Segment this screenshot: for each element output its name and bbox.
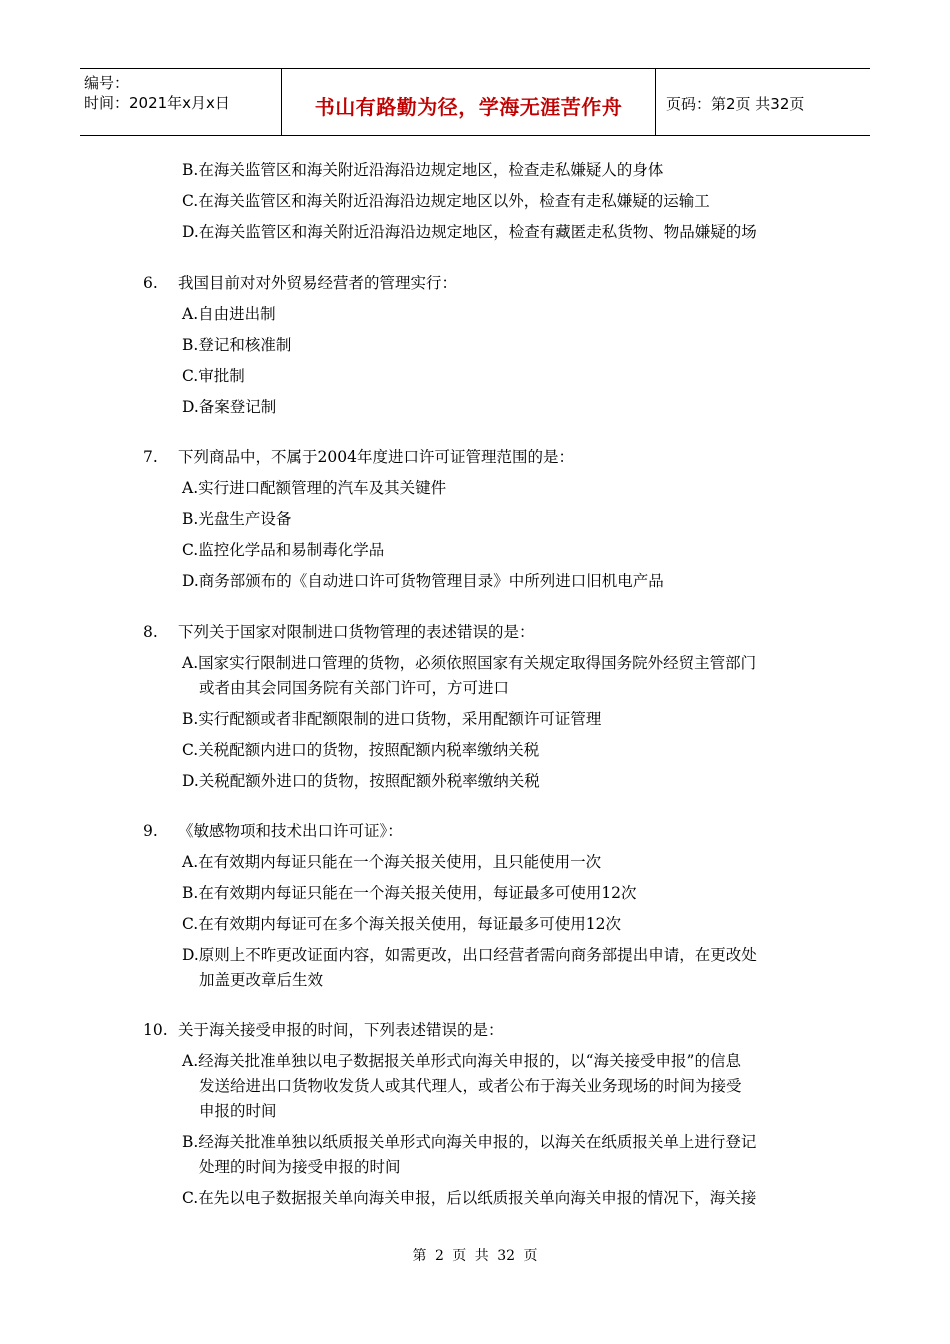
option-continuation: 加盖更改章后生效 [199,971,324,989]
option-line: C.在海关监管区和海关附近沿海沿边规定地区以外，检查有走私嫌疑的运输工 [182,192,710,210]
question-text: 我国目前对对外贸易经营者的管理实行： [178,274,458,292]
question-text: 关于海关接受申报的时间，下列表述错误的是： [178,1021,504,1039]
option-line: B.在海关监管区和海关附近沿海沿边规定地区，检查走私嫌疑人的身体 [182,161,664,179]
question-text: 下列商品中，不属于2004年度进口许可证管理范围的是： [178,448,574,466]
option-line: B.在有效期内每证只能在一个海关报关使用，每证最多可使用12次 [182,884,637,902]
option-line: B.实行配额或者非配额限制的进口货物，采用配额许可证管理 [182,710,602,728]
document-number-label: 编号： [84,74,130,92]
option-line: C.审批制 [182,367,245,385]
option-line: B.光盘生产设备 [182,510,292,528]
option-line: A.自由进出制 [182,305,276,323]
option-continuation: 发送给进出口货物收发货人或其代理人，或者公布于海关业务现场的时间为接受 [199,1077,742,1095]
option-continuation: 处理的时间为接受申报的时间 [199,1158,401,1176]
header-right-cell [656,69,870,135]
question-number: 9. [143,822,158,840]
option-continuation: 申报的时间 [199,1102,277,1120]
option-line [182,943,822,993]
option-line: C.关税配额内进口的货物，按照配额内税率缴纳关税 [182,741,540,759]
question-number: 6. [143,274,158,292]
question-number: 8. [143,623,158,641]
option-line: B.登记和核准制 [182,336,292,354]
option-line: A.在有效期内每证只能在一个海关报关使用，且只能使用一次 [182,853,602,871]
option-line: D.关税配额外进口的货物，按照配额外税率缴纳关税 [182,772,540,790]
question-text: 下列关于国家对限制进口货物管理的表述错误的是： [178,623,535,641]
page-header [80,68,870,136]
option-continuation: 或者由其会同国务院有关部门许可，方可进口 [199,679,510,697]
option-line [182,651,822,701]
option-text: A.经海关批准单独以电子数据报关单形式向海关申报的，以“海关接受申报”的信息 [182,1052,741,1070]
header-motto: 书山有路勤为径，学海无涯苦作舟 [314,95,623,119]
question-number: 7. [143,448,158,466]
header-middle-cell [282,69,656,135]
option-line: A.实行进口配额管理的汽车及其关键件 [182,479,447,497]
header-page-info: 页码：第2页 共32页 [666,95,805,113]
option-line [182,1130,822,1180]
option-text: A.国家实行限制进口管理的货物，必须依照国家有关规定取得国务院外经贸主管部门 [182,654,757,672]
option-line [182,1049,822,1124]
page-footer: 第 2 页 共 32 页 [412,1248,538,1264]
question-text: 《敏感物项和技术出口许可证》： [178,822,403,840]
option-line: D.备案登记制 [182,398,277,416]
document-time-label: 时间：2021年x月x日 [84,94,230,112]
option-line: C.在先以电子数据报关单向海关申报，后以纸质报关单向海关申报的情况下，海关接 [182,1189,757,1207]
option-line: C.监控化学品和易制毒化学品 [182,541,385,559]
header-left-cell [80,69,282,135]
option-line: D.商务部颁布的《自动进口许可货物管理目录》中所列进口旧机电产品 [182,572,664,590]
option-line: D.在海关监管区和海关附近沿海沿边规定地区，检查有藏匿走私货物、物品嫌疑的场 [182,223,757,241]
option-text: B.经海关批准单独以纸质报关单形式向海关申报的，以海关在纸质报关单上进行登记 [182,1133,757,1151]
option-text: D.原则上不昨更改证面内容，如需更改，出口经营者需向商务部提出申请，在更改处 [182,946,757,964]
option-line: C.在有效期内每证可在多个海关报关使用，每证最多可使用12次 [182,915,621,933]
question-number: 10. [143,1021,168,1039]
